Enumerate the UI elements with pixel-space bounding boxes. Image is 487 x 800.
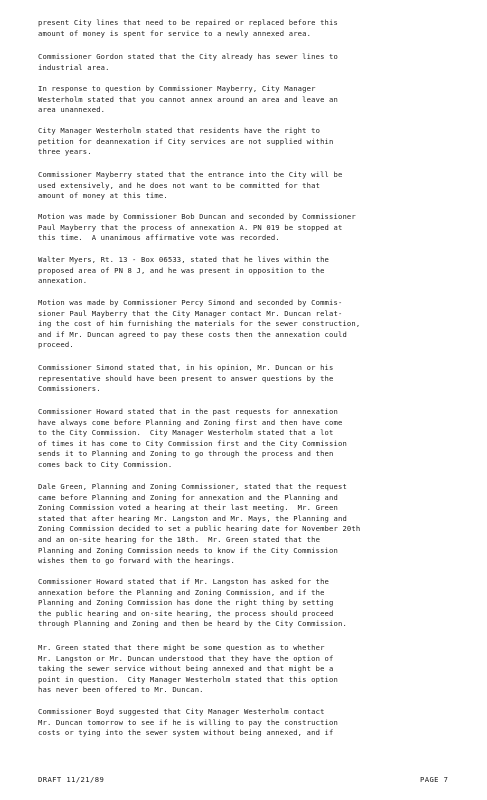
paragraph-1: present City lines that need to be repaired or replaced before this amount of money is spent for service to a newly annexed area. <box>38 18 338 38</box>
paragraph-7: Walter Myers, Rt. 13 - Box 06533, stated that he lives within the proposed area of PN 8 J, and he was present in opposition to the annexation. <box>38 255 330 286</box>
paragraph-3: In response to question by Commissioner Mayberry, City Manager Westerholm stated that you cannot annex around an area and leave an area unannexed. <box>38 84 338 115</box>
paragraph-14: Commissioner Boyd suggested that City Manager Westerholm contact Mr. Duncan tomorrow to see if he is willing to pay the construction costs or tying into the sewer system without being annexed, and if <box>38 707 338 738</box>
paragraph-9: Commissioner Simond stated that, in his opinion, Mr. Duncan or his representative should have been present to answer questions by the Commissioners. <box>38 363 334 394</box>
footer-page-number: PAGE 7 <box>420 775 449 784</box>
paragraph-11: Dale Green, Planning and Zoning Commissioner, stated that the request came before Planning and Zoning for annexation and the Planning and Zoning Commission voted a hearing at their last meeting. Mr. Green stated that after hearing Mr. Langston and Mr. Mays, the Planning and Zoning Commission decided to set a public hearing date for November 20th and an on-site hearing for the 18th. Mr. Green stated that the Planning and Zoning Commission needs to know if the City Commission wishes them to go forward with the hearings. <box>38 482 361 566</box>
footer-draft-date: DRAFT 11/21/89 <box>38 775 105 784</box>
paragraph-13: Mr. Green stated that there might be some question as to whether Mr. Langston or Mr. Duncan understood that they have the option of taking the sewer service without being annexed and that might be a point in question. City Manager Westerholm stated that this option has never been offered to Mr. Duncan. <box>38 643 338 695</box>
paragraph-2: Commissioner Gordon stated that the City already has sewer lines to industrial area. <box>38 52 338 72</box>
paragraph-6: Motion was made by Commissioner Bob Duncan and seconded by Commissioner Paul Mayberry that the process of annexation A. PN 019 be stopped at this time. A unanimous affirmative vote was recorded. <box>38 212 356 243</box>
paragraph-8: Motion was made by Commissioner Percy Simond and seconded by Commis- sioner Paul Mayberry that the City Manager contact Mr. Duncan relat- ing the cost of him furnishing the materials for the sewer construction, and if Mr. Duncan agreed to pay these costs then the annexation could proceed. <box>38 298 361 350</box>
paragraph-10: Commissioner Howard stated that in the past requests for annexation have always come before Planning and Zoning first and then have come to the City Commission. City Manager Westerholm stated that a lot of times it has come to City Commission first and the City Commission sends it to Planning and Zoning to go through the process and then comes back to City Commission. <box>38 407 347 469</box>
paragraph-5: Commissioner Mayberry stated that the entrance into the City will be used extensively, and he does not want to be committed for that amount of money at this time. <box>38 170 343 201</box>
paragraph-12: Commissioner Howard stated that if Mr. Langston has asked for the annexation before the Planning and Zoning Commission, and if the Planning and Zoning Commission has done the right thing by setting the public hearing and on-site hearing, the process should proceed through Planning and Zoning and then be heard by the City Commission. <box>38 577 347 629</box>
paragraph-4: City Manager Westerholm stated that residents have the right to petition for deannexation if City services are not supplied within three years. <box>38 126 334 157</box>
